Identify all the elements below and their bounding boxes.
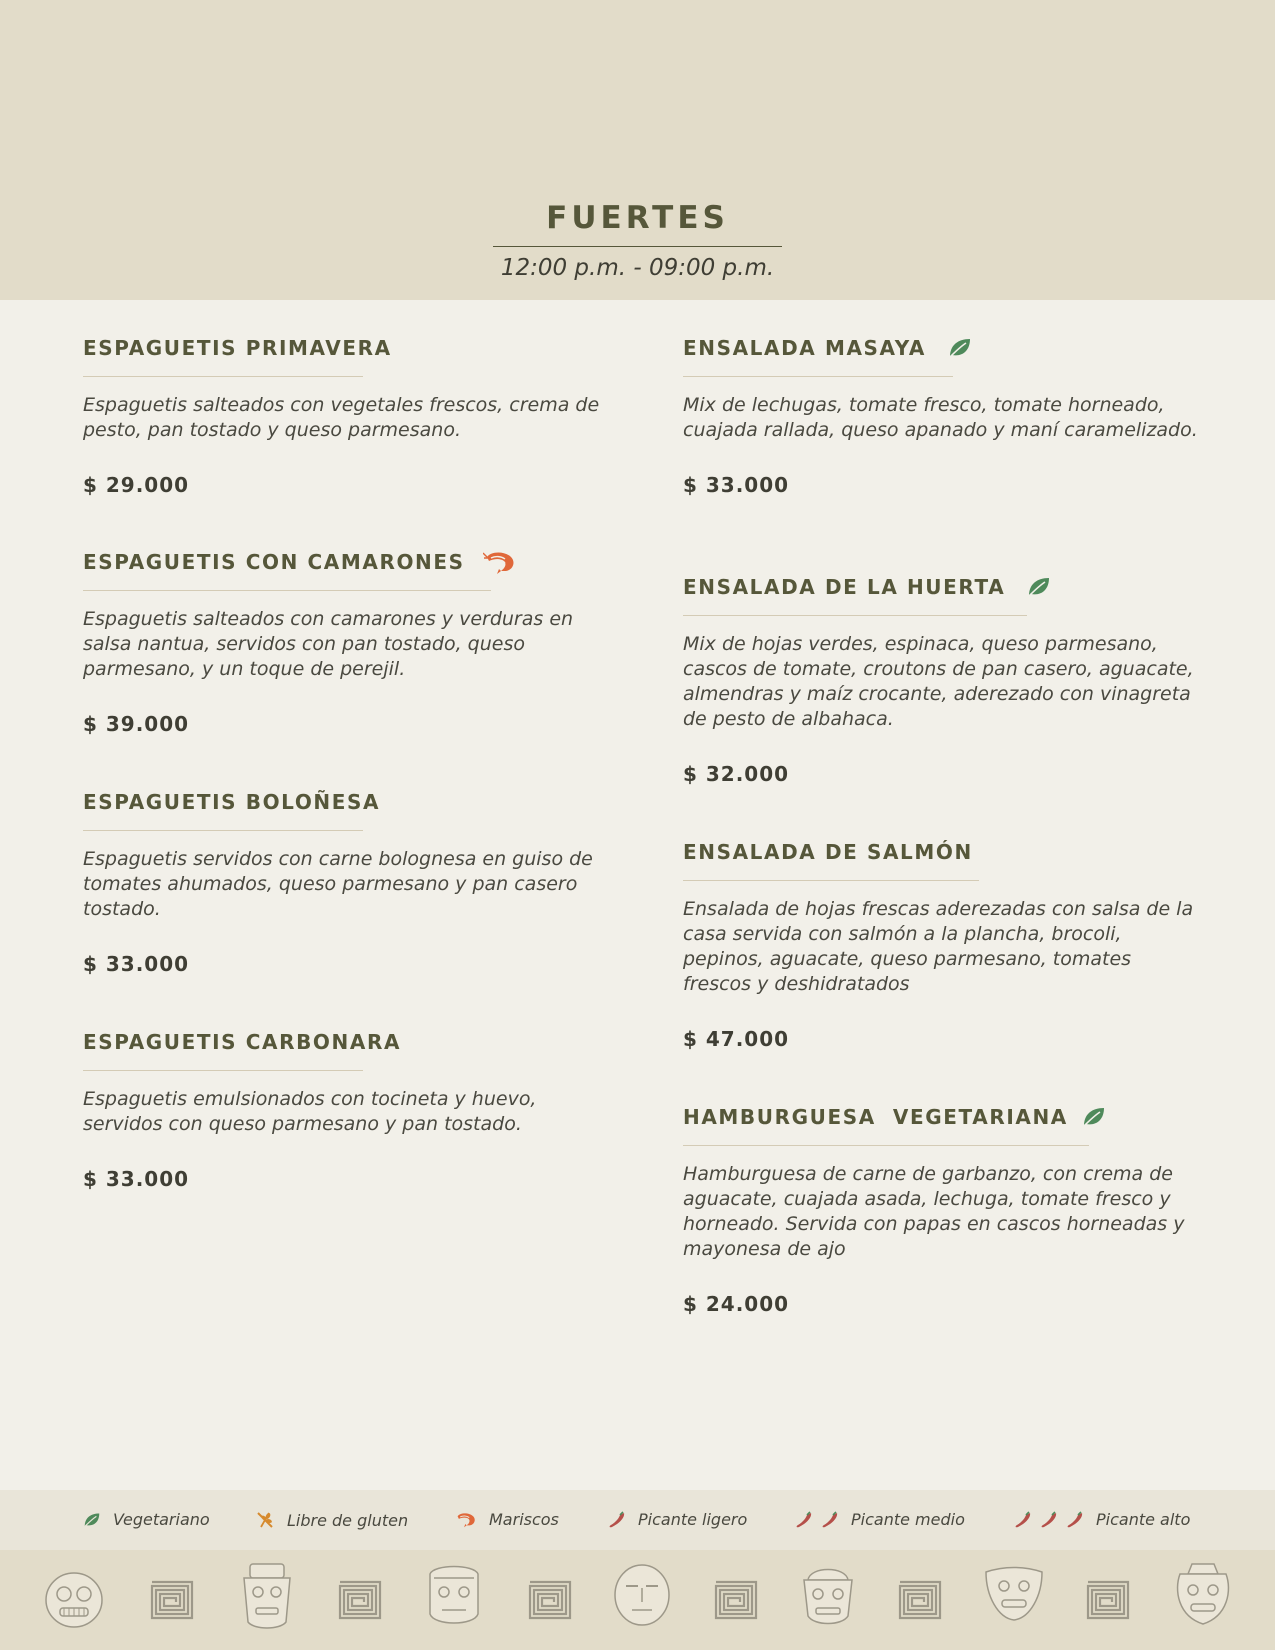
chili-icon (608, 1511, 626, 1529)
item-name: ESPAGUETIS BOLOÑESA (83, 790, 381, 814)
item-name: ESPAGUETIS CARBONARA (83, 1030, 402, 1054)
item-price: $ 33.000 (683, 473, 790, 497)
legend-label: Mariscos (489, 1510, 559, 1529)
section-title: FUERTES (546, 200, 729, 236)
mask-icon (800, 1562, 856, 1628)
mask-icon (984, 1566, 1044, 1622)
title-divider (493, 246, 782, 247)
chili-icon (1014, 1511, 1032, 1529)
shrimp-icon (483, 549, 517, 575)
item-price: $ 33.000 (83, 952, 190, 976)
legend-seafood (455, 1510, 559, 1529)
item-divider (683, 1145, 1089, 1146)
item-divider (83, 830, 363, 831)
chili-icon (1066, 1511, 1084, 1529)
item-description: Ensalada de hojas frescas aderezadas con salsa de la casa servida con salmón a la plancha, brocoli, pepinos, aguacate, queso parmesano, tomates frescos y deshidratados (683, 898, 1194, 995)
menu-item (83, 1028, 603, 1191)
legend-label: Picante alto (1096, 1510, 1191, 1529)
legend-vegetarian (83, 1510, 210, 1529)
leaf-icon (1082, 1106, 1106, 1128)
legend-label: Picante medio (851, 1510, 965, 1529)
shrimp-icon (455, 1511, 477, 1528)
decorative-footer (0, 1550, 1275, 1650)
legend-gluten-free (255, 1510, 408, 1530)
leaf-icon (1027, 576, 1051, 598)
spiral-icon (338, 1580, 382, 1620)
item-name: HAMBURGUESA VEGETARIANA (683, 1105, 1068, 1129)
leaf-icon (948, 337, 972, 359)
item-description: Mix de hojas verdes, espinaca, queso parmesano, cascos de tomate, croutons de pan casero, aguacate, almendras y maíz crocante, aderezado con vinagreta de pesto de albahaca. (683, 633, 1194, 730)
item-divider (683, 880, 979, 881)
mask-icon (424, 1562, 484, 1628)
item-description: Espaguetis emulsionados con tocineta y huevo, servidos con queso parmesano y pan tostado. (83, 1088, 537, 1135)
item-divider (83, 590, 491, 591)
header-band (0, 0, 1275, 300)
menu-item (683, 334, 1203, 497)
legend-mild-spicy (608, 1510, 747, 1529)
chili-icon (795, 1511, 813, 1529)
mask-icon (42, 1570, 106, 1630)
item-name: ENSALADA MASAYA (683, 336, 926, 360)
item-divider (83, 1070, 363, 1071)
item-name: ENSALADA DE LA HUERTA (683, 575, 1006, 599)
item-name: ESPAGUETIS PRIMAVERA (83, 336, 392, 360)
legend-hot-spicy (1014, 1510, 1190, 1529)
legend-label: Libre de gluten (287, 1510, 409, 1530)
item-divider (683, 615, 1027, 616)
item-description: Espaguetis salteados con vegetales frescos, crema de pesto, pan tostado y queso parmesano. (83, 394, 600, 441)
spiral-icon (528, 1580, 572, 1620)
item-divider (83, 376, 363, 377)
item-description: Mix de lechugas, tomate fresco, tomate horneado, cuajada rallada, queso apanado y maní caramelizado. (683, 394, 1198, 441)
item-price: $ 33.000 (83, 1167, 190, 1191)
legend-medium-spicy (795, 1510, 965, 1529)
mask-icon (612, 1562, 672, 1628)
item-price: $ 39.000 (83, 712, 190, 736)
legend-bar (0, 1490, 1275, 1550)
chili-icon (1040, 1511, 1058, 1529)
service-hours: 12:00 p.m. - 09:00 p.m. (500, 255, 775, 281)
item-divider (683, 376, 953, 377)
menu-item (83, 548, 603, 736)
menu-item (683, 573, 1203, 786)
item-price: $ 32.000 (683, 762, 790, 786)
legend-label: Vegetariano (113, 1510, 210, 1529)
chili-icon (821, 1511, 839, 1529)
spiral-icon (150, 1580, 194, 1620)
mask-icon (240, 1562, 294, 1632)
item-price: $ 29.000 (83, 473, 190, 497)
spiral-icon (898, 1580, 942, 1620)
spiral-icon (714, 1580, 758, 1620)
menu-item (83, 788, 603, 976)
item-description: Espaguetis salteados con camarones y verduras en salsa nantua, servidos con pan tostado, queso parmesano, y un toque de perejil. (83, 608, 574, 680)
menu-item (83, 334, 603, 497)
menu-item (683, 1103, 1203, 1316)
item-description: Espaguetis servidos con carne bolognesa en guiso de tomates ahumados, queso parmesano y pan casero tostado. (83, 848, 593, 920)
menu-item (683, 838, 1203, 1051)
item-name: ENSALADA DE SALMÓN (683, 840, 973, 864)
item-price: $ 47.000 (683, 1027, 790, 1051)
leaf-icon (83, 1512, 101, 1528)
legend-label: Picante ligero (638, 1510, 748, 1529)
item-description: Hamburguesa de carne de garbanzo, con crema de aguacate, cuajada asada, lechuga, tomate fresco y horneado. Servida con papas en cascos horneadas y mayonesa de ajo (683, 1163, 1185, 1260)
item-price: $ 24.000 (683, 1292, 790, 1316)
spiral-icon (1086, 1580, 1130, 1620)
wheat-crossed-icon (255, 1510, 275, 1530)
item-name: ESPAGUETIS CON CAMARONES (83, 550, 465, 574)
mask-icon (1172, 1560, 1234, 1628)
